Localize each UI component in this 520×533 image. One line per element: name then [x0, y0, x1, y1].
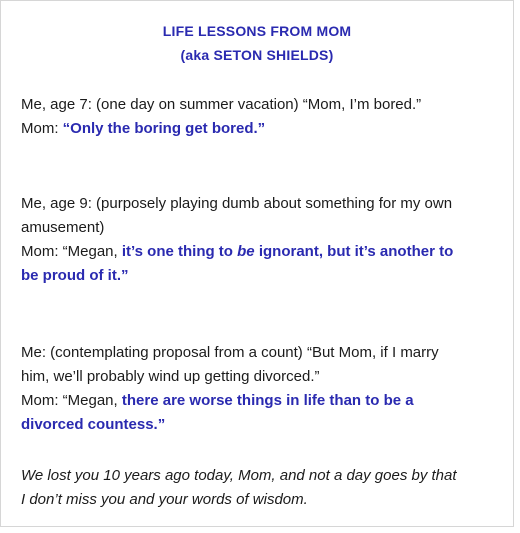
lesson-1-mom-prefix: Mom: [21, 120, 63, 137]
closing-line-1: We lost you 10 years ago today, Mom, and not a day goes by that [21, 467, 457, 484]
lesson-2-me-line-2: amusement) [21, 219, 105, 236]
lesson-2-mom-quote-a: it’s one thing to [121, 243, 238, 260]
lesson-1 [21, 93, 501, 141]
lesson-3-me-line-1: Me: (contemplating proposal from a count) “But Mom, if I marry [21, 344, 439, 361]
lesson-3-mom-quote-a: there are worse things in life than to be a [121, 392, 414, 409]
lesson-1-mom [21, 117, 501, 141]
page-title: LIFE LESSONS FROM MOM [162, 23, 352, 39]
lesson-2-mom-quote-c: be proud of it.” [21, 267, 129, 284]
lesson-2-mom [21, 240, 501, 264]
page-subtitle: (aka SETON SHIELDS) [180, 47, 334, 63]
lesson-1-mom-quote: “Only the boring get bored.” [62, 120, 266, 137]
lesson-2-mom-quote-emphasis: be [237, 243, 255, 260]
lesson-2-me-line-1: Me, age 9: (purposely playing dumb about something for my own [21, 195, 453, 212]
lesson-2-mom-quote-b: ignorant, but it’s another to [254, 243, 454, 260]
closing-line-2: I don’t miss you and your words of wisdom. [21, 491, 308, 508]
lesson-3-mom-prefix: Mom: “Megan, [21, 392, 122, 409]
lesson-1-me: Me, age 7: (one day on summer vacation) “Mom, I’m bored.” [21, 96, 422, 113]
lesson-2-mom-prefix: Mom: “Megan, [21, 243, 122, 260]
lesson-3-me-line-2: him, we’ll probably wind up getting divorced.” [21, 368, 320, 385]
lesson-3-mom-quote-b: divorced countess.” [21, 416, 166, 433]
lesson-2 [21, 192, 501, 288]
lesson-3 [21, 341, 501, 437]
closing-note [21, 464, 501, 512]
lesson-3-mom [21, 389, 501, 413]
